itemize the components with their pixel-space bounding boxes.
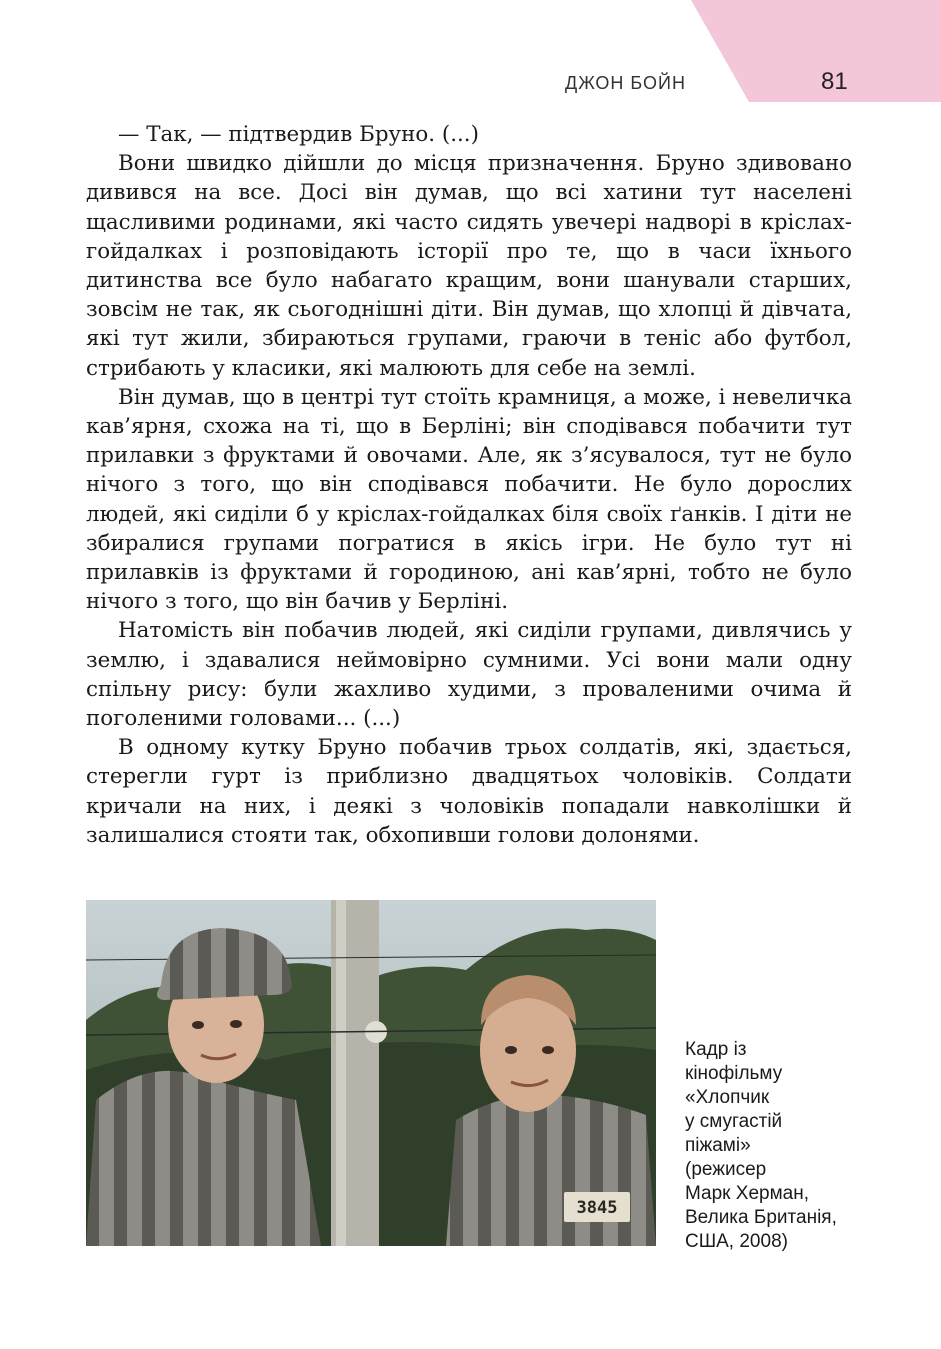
caption-line: США, 2008) — [685, 1231, 788, 1252]
caption-line: «Хлопчик — [685, 1087, 770, 1108]
film-still-photo — [86, 900, 656, 1246]
running-head-author: ДЖОН БОЙН — [565, 73, 686, 93]
paragraph: Вони швидко дійшли до місця призначення. Бруно здивовано дивився на все. Досі він думав, що всі хатини тут населені щасливими родинами, які часто сидять увечері надворі в кріслах-гойдалках і розповідають історії про те, що в часи їхнього дитинства все було набагато кращим, вони шанували старших, зовсім не так, як сьогоднішні діти. Він думав, що хлопці й дівчата, які тут жили, збираються групами, граючи в теніс або футбол, стрибають у класики, які малюють для себе на землі. — [86, 151, 852, 381]
caption-line: піжамі» — [685, 1135, 751, 1156]
prisoner-badge-number: 3845 — [576, 1198, 618, 1218]
corner-accent — [691, 0, 941, 102]
caption-line: Велика Британія, — [685, 1207, 837, 1228]
figure-caption — [685, 1038, 885, 1254]
paragraph: Він думав, що в центрі тут стоїть крамниця, а може, і невеличка кав’ярня, схожа на ті, що в Берліні; він сподівався побачити тут прилавки з фруктами й овочами. Але, як з’ясувалося, тут не було нічого з того, що він сподівався побачити. Не було дорослих людей, які сиділи б у кріслах-гойдалках біля своїх ґанків. І діти не збиралися групами погратися в якісь ігри. Не було тут ні прилавків із фруктами й городиною, ані кав’ярні, тобто не було нічого з того, що він бачив у Берліні. — [86, 384, 852, 615]
caption-line: кінофільму — [685, 1063, 783, 1084]
story-text — [86, 120, 852, 850]
caption-line: Марк Херман, — [685, 1183, 809, 1204]
caption-line: (режисер — [685, 1159, 767, 1180]
caption-line: Кадр із — [685, 1039, 747, 1060]
page-number: 81 — [821, 68, 848, 95]
paragraph: — Так, — підтвердив Бруно. (...) — [118, 122, 479, 147]
paragraph: В одному кутку Бруно побачив трьох солдатів, які, здається, стерегли гурт із приблизно двадцятьох чоловіків. Солдати кричали на них, і деякі з чоловіків попадали навколішки й залишалися стояти так, обхопивши голови долонями. — [86, 735, 852, 848]
caption-line: у смугастій — [685, 1111, 783, 1132]
paragraph: Натомість він побачив людей, які сиділи групами, дивлячись у землю, і здавалися неймовірно сумними. Усі вони мали одну спільну рису: були жахливо худими, з провaленими очима й поголеними головами... (...) — [86, 618, 852, 732]
